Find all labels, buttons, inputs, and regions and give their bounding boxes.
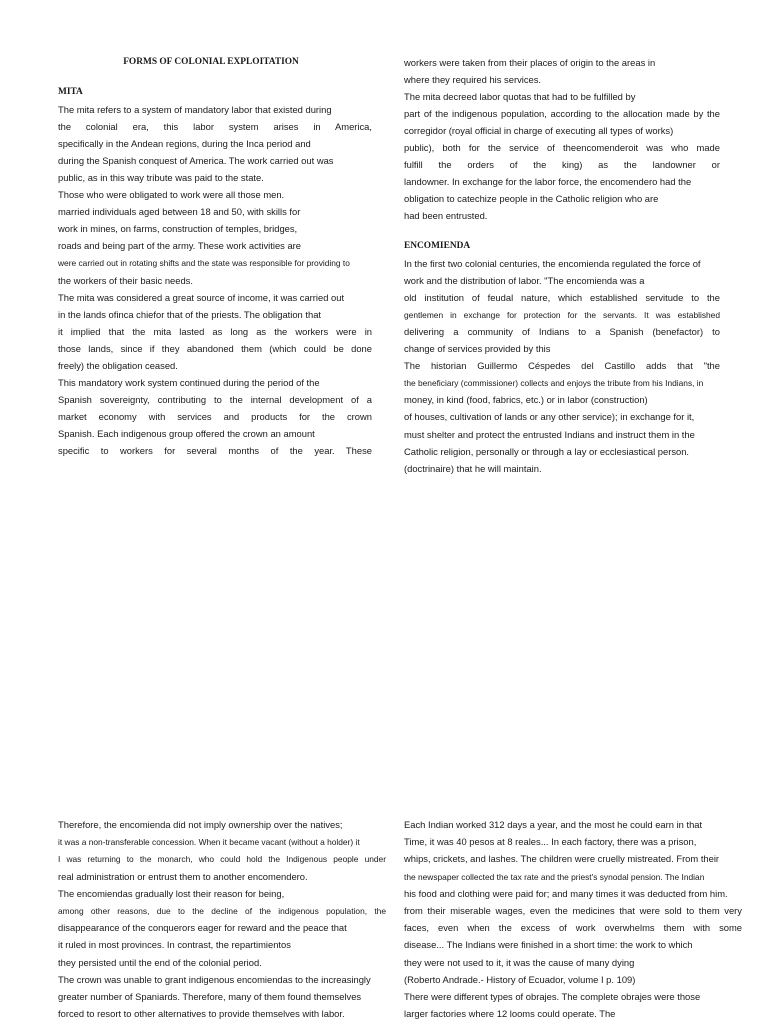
text-line: The mita refers to a system of mandatory labor that existed during [58, 104, 332, 115]
text-line: public), both for the service of theencomenderoit was who made [404, 142, 720, 154]
text-line: work in mines, on farms, construction of temples, bridges, [58, 223, 298, 235]
text-line: roads and being part of the army. These work activities are [58, 240, 302, 252]
text-line: money, in kind (food, fabrics, etc.) or in labor (construction) [404, 394, 648, 406]
text-line: Spanish sovereignty, contributing to the internal development of a [58, 393, 372, 405]
text-line: gentlemen in exchange for protection for the servants. It was established [404, 310, 720, 321]
text-line: I was returning to the monarch, who could hold the Indigenous people under [58, 854, 386, 865]
text-line: old institution of feudal nature, which established servitude to the [404, 292, 720, 304]
text-line: those lands, since if they abandoned them (which could be done [58, 342, 372, 354]
text-line: workers were taken from their places of origin to the areas in [404, 57, 656, 68]
text-line: during the Spanish conquest of America. The work carried out was [58, 155, 334, 167]
text-line: public, as in this way tribute was paid to the state. [58, 172, 264, 184]
text-line: where they required his services. [404, 74, 542, 86]
text-line: There were different types of obrajes. The complete obrajes were those [404, 991, 701, 1002]
text-line: specific to workers for several months of the year. These [58, 445, 372, 456]
text-line: of houses, cultivation of lands or any other service); in exchange for it, [404, 411, 695, 423]
text-line: The crown was unable to grant indigenous encomiendas to the increasingly [58, 973, 371, 985]
text-line: The mita was considered a great source of income, it was carried out [58, 291, 345, 303]
text-line: the newspaper collected the tax rate and the priest's synodal pension. The Indian [404, 871, 705, 882]
text-line: real administration or entrust them to another encomendero. [58, 870, 308, 882]
text-line: were carried out in rotating shifts and the state was responsible for providing to [58, 258, 350, 269]
text-line: landowner. In exchange for the labor force, the encomendero had the [404, 176, 692, 188]
section-heading-mita: MITA [58, 87, 83, 97]
text-line: work and the distribution of labor. "The encomienda was a [404, 275, 645, 287]
section-heading-encomienda: ENCOMIENDA [404, 241, 471, 251]
text-line: must shelter and protect the entrusted Indians and instruct them in the [404, 428, 695, 440]
text-line: the beneficiary (commissioner) collects and enjoys the tribute from his Indians, in [404, 378, 704, 389]
text-line: freely) the obligation ceased. [58, 359, 178, 371]
text-line: had been entrusted. [404, 210, 488, 222]
text-line: disappearance of the conquerors eager for reward and the peace that [58, 922, 347, 934]
text-line: Each Indian worked 312 days a year, and the most he could earn in that [404, 819, 703, 830]
text-line: In the first two colonial centuries, the encomienda regulated the force of [404, 258, 701, 269]
text-line: they persisted until the end of the colonial period. [58, 956, 262, 968]
text-line: it ruled in most provinces. In contrast, the repartimientos [58, 939, 291, 951]
text-line: This mandatory work system continued during the period of the [58, 376, 320, 388]
text-line: Therefore, the encomienda did not imply ownership over the natives; [58, 819, 343, 830]
text-line: greater number of Spaniards. Therefore, many of them found themselves [58, 991, 362, 1002]
text-line: fulfill the orders of the king) as the landowner or [404, 159, 720, 171]
page-title: FORMS OF COLONIAL EXPLOITATION [123, 57, 299, 67]
text-line: married individuals aged between 18 and 50, with skills for [58, 206, 301, 218]
text-line: it implied that the mita lasted as long as the workers were in [58, 325, 372, 337]
text-line: (Roberto Andrade.- History of Ecuador, volume I p. 109) [404, 973, 636, 985]
text-line: his food and clothing were paid for; and many times it was deducted from him. [404, 887, 728, 899]
text-line: the workers of their basic needs. [58, 274, 193, 286]
text-line: Catholic religion, personally or through a lay or ecclesiastical person. [404, 445, 690, 457]
text-line: faces, even when the excess of work overwhelms them with some [404, 922, 742, 934]
text-line: from their miserable wages, even the medicines that were sold to them very [404, 905, 742, 916]
text-line: delivering a community of Indians to a Spanish (benefactor) to [404, 326, 720, 338]
text-line: whips, crickets, and lashes. The children were cruelly mistreated. From their [404, 853, 720, 865]
text-line: among other reasons, due to the decline of the indigenous population, the [58, 906, 386, 916]
text-line: part of the indigenous population, according to the allocation made by the [404, 108, 720, 120]
text-line: Time, it was 40 pesos at 8 reales... In each factory, there was a prison, [404, 836, 697, 848]
text-line: The mita decreed labor quotas that had to be fulfilled by [404, 91, 636, 103]
text-line: forced to resort to other alternatives to provide themselves with labor. [58, 1008, 345, 1020]
text-line: Spanish. Each indigenous group offered the crown an amount [58, 427, 315, 439]
text-line: they were not used to it, it was the cause of many dying [404, 956, 635, 968]
text-line: change of services provided by this [404, 343, 551, 355]
text-line: in the lands ofinca chiefor that of the priests. The obligation that [58, 308, 322, 320]
text-line: specifically in the Andean regions, during the Inca period and [58, 138, 311, 150]
text-line: the colonial era, this labor system arises in America, [58, 121, 372, 133]
text-line: it was a non-transferable concession. When it became vacant (without a holder) it [58, 837, 360, 848]
text-line: obligation to catechize people in the Catholic religion who are [404, 193, 659, 205]
text-line: corregidor (royal official in charge of executing all types of works) [404, 125, 674, 137]
text-line: market economy with services and products for the crown [58, 410, 372, 422]
text-line: The encomiendas gradually lost their reason for being, [58, 887, 285, 899]
text-line: (doctrinaire) that he will maintain. [404, 462, 542, 474]
text-line: Those who were obligated to work were all those men. [58, 189, 285, 201]
text-line: larger factories where 12 looms could operate. The [404, 1008, 616, 1020]
text-line: disease... The Indians were finished in a short time: the work to which [404, 939, 693, 951]
text-line: The historian Guillermo Céspedes del Castillo adds that "the [404, 360, 720, 372]
